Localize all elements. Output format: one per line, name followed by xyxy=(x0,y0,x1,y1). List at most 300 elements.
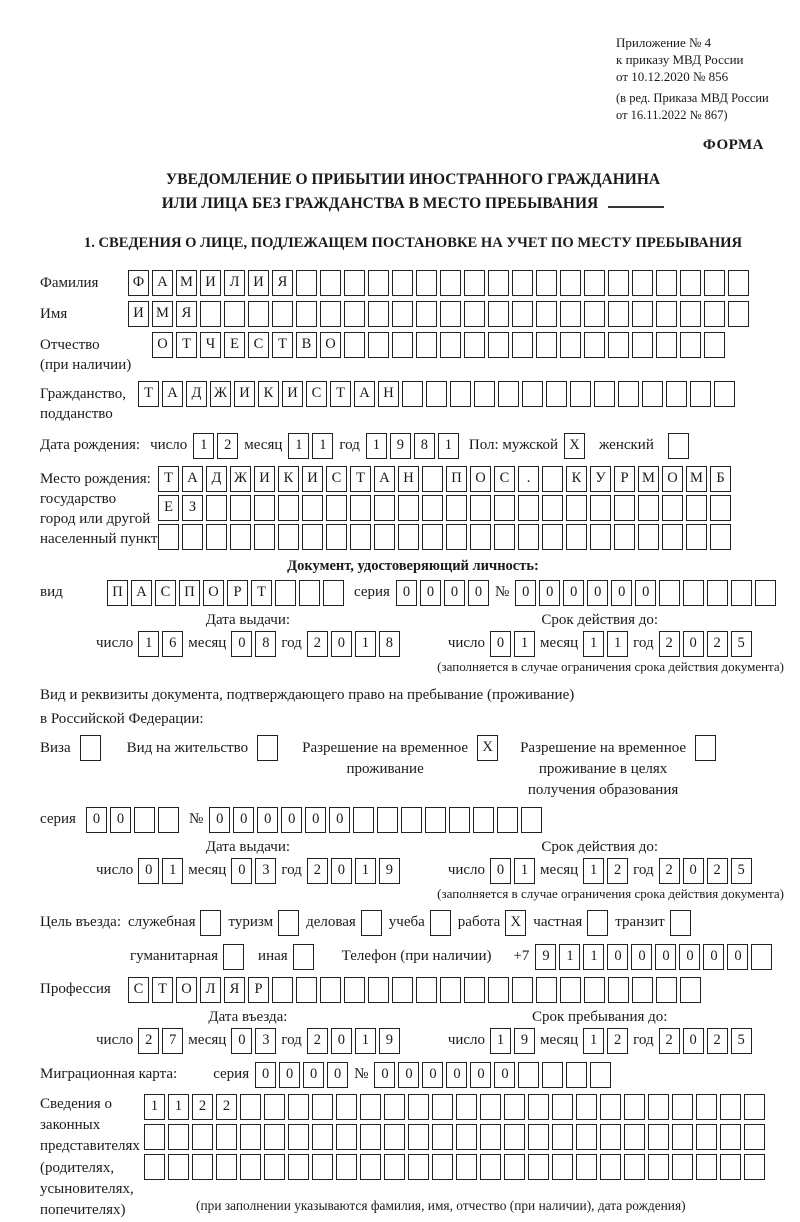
char-cell[interactable] xyxy=(240,1094,261,1120)
char-cell[interactable]: 1 xyxy=(490,1028,511,1054)
char-cell[interactable]: К xyxy=(258,381,279,407)
char-cell[interactable] xyxy=(522,381,543,407)
char-cell[interactable] xyxy=(336,1124,357,1150)
char-cell[interactable] xyxy=(584,301,605,327)
char-cell[interactable]: 0 xyxy=(233,807,254,833)
char-cell[interactable] xyxy=(648,1094,669,1120)
char-cell[interactable] xyxy=(504,1154,525,1180)
char-cell[interactable] xyxy=(206,495,227,521)
char-cell[interactable]: 1 xyxy=(312,433,333,459)
char-cell[interactable]: 0 xyxy=(331,1028,352,1054)
char-cell[interactable] xyxy=(296,301,317,327)
char-cell[interactable]: 0 xyxy=(396,580,417,606)
char-cell[interactable] xyxy=(392,270,413,296)
char-cell[interactable] xyxy=(422,495,443,521)
char-cell[interactable] xyxy=(494,524,515,550)
char-cell[interactable] xyxy=(488,270,509,296)
char-cell[interactable] xyxy=(368,301,389,327)
char-cell[interactable]: 1 xyxy=(583,944,604,970)
char-cell[interactable] xyxy=(696,1124,717,1150)
char-cell[interactable] xyxy=(206,524,227,550)
char-cell[interactable]: 0 xyxy=(110,807,131,833)
char-cell[interactable]: 0 xyxy=(331,631,352,657)
char-cell[interactable] xyxy=(744,1154,765,1180)
option-residence-permit-checkbox[interactable] xyxy=(257,735,278,761)
char-cell[interactable] xyxy=(552,1124,573,1150)
char-cell[interactable] xyxy=(158,524,179,550)
char-cell[interactable]: Е xyxy=(224,332,245,358)
char-cell[interactable] xyxy=(755,580,776,606)
char-cell[interactable]: 1 xyxy=(144,1094,165,1120)
char-cell[interactable] xyxy=(566,1062,587,1088)
char-cell[interactable] xyxy=(272,301,293,327)
char-cell[interactable] xyxy=(344,977,365,1003)
char-cell[interactable]: 0 xyxy=(490,631,511,657)
char-cell[interactable] xyxy=(326,495,347,521)
char-cell[interactable]: 3 xyxy=(255,1028,276,1054)
char-cell[interactable]: 2 xyxy=(216,1094,237,1120)
char-cell[interactable] xyxy=(408,1154,429,1180)
char-cell[interactable] xyxy=(686,495,707,521)
option-temp-residence-checkbox[interactable] xyxy=(477,735,498,761)
char-cell[interactable] xyxy=(473,807,494,833)
char-cell[interactable]: Л xyxy=(200,977,221,1003)
char-cell[interactable] xyxy=(590,1062,611,1088)
char-cell[interactable]: 0 xyxy=(607,944,628,970)
char-cell[interactable] xyxy=(638,524,659,550)
char-cell[interactable] xyxy=(704,301,725,327)
char-cell[interactable] xyxy=(720,1154,741,1180)
char-cell[interactable] xyxy=(686,524,707,550)
char-cell[interactable]: 2 xyxy=(307,1028,328,1054)
char-cell[interactable]: 0 xyxy=(329,807,350,833)
char-cell[interactable] xyxy=(446,495,467,521)
char-cell[interactable] xyxy=(576,1124,597,1150)
char-cell[interactable] xyxy=(662,495,683,521)
char-cell[interactable]: Р xyxy=(614,466,635,492)
birth-day-field[interactable] xyxy=(193,433,238,459)
char-cell[interactable] xyxy=(744,1124,765,1150)
char-cell[interactable] xyxy=(470,495,491,521)
char-cell[interactable] xyxy=(360,1154,381,1180)
char-cell[interactable] xyxy=(464,301,485,327)
char-cell[interactable] xyxy=(528,1154,549,1180)
char-cell[interactable]: 0 xyxy=(279,1062,300,1088)
char-cell[interactable]: З xyxy=(182,495,203,521)
char-cell[interactable] xyxy=(416,332,437,358)
char-cell[interactable] xyxy=(528,1124,549,1150)
char-cell[interactable]: П xyxy=(446,466,467,492)
purpose-official-checkbox[interactable] xyxy=(200,910,221,936)
char-cell[interactable] xyxy=(416,977,437,1003)
char-cell[interactable] xyxy=(680,301,701,327)
char-cell[interactable]: А xyxy=(131,580,152,606)
char-cell[interactable]: 9 xyxy=(535,944,556,970)
char-cell[interactable]: Т xyxy=(251,580,272,606)
char-cell[interactable] xyxy=(560,270,581,296)
char-cell[interactable] xyxy=(707,580,728,606)
phone-field[interactable] xyxy=(535,944,772,970)
char-cell[interactable] xyxy=(744,1094,765,1120)
char-cell[interactable] xyxy=(384,1124,405,1150)
char-cell[interactable] xyxy=(512,977,533,1003)
char-cell[interactable]: 0 xyxy=(587,580,608,606)
residence-valid-day-field[interactable] xyxy=(490,858,535,884)
char-cell[interactable] xyxy=(408,1094,429,1120)
char-cell[interactable] xyxy=(751,944,772,970)
char-cell[interactable] xyxy=(542,1062,563,1088)
char-cell[interactable] xyxy=(374,524,395,550)
char-cell[interactable]: С xyxy=(326,466,347,492)
char-cell[interactable]: 0 xyxy=(420,580,441,606)
char-cell[interactable]: 5 xyxy=(731,858,752,884)
char-cell[interactable] xyxy=(248,301,269,327)
char-cell[interactable]: 0 xyxy=(305,807,326,833)
char-cell[interactable] xyxy=(720,1094,741,1120)
char-cell[interactable]: С xyxy=(128,977,149,1003)
entry-day-field[interactable] xyxy=(138,1028,183,1054)
char-cell[interactable]: 0 xyxy=(515,580,536,606)
char-cell[interactable]: Я xyxy=(224,977,245,1003)
char-cell[interactable] xyxy=(432,1124,453,1150)
char-cell[interactable] xyxy=(696,1094,717,1120)
char-cell[interactable] xyxy=(536,270,557,296)
char-cell[interactable] xyxy=(600,1094,621,1120)
char-cell[interactable] xyxy=(240,1154,261,1180)
doc-number-field[interactable] xyxy=(515,580,776,606)
char-cell[interactable] xyxy=(216,1124,237,1150)
citizenship-field[interactable] xyxy=(138,381,735,407)
char-cell[interactable]: Д xyxy=(206,466,227,492)
char-cell[interactable] xyxy=(590,495,611,521)
char-cell[interactable] xyxy=(275,580,296,606)
char-cell[interactable] xyxy=(408,1124,429,1150)
char-cell[interactable]: А xyxy=(152,270,173,296)
char-cell[interactable]: 0 xyxy=(257,807,278,833)
residence-valid-month-field[interactable] xyxy=(583,858,628,884)
char-cell[interactable] xyxy=(440,301,461,327)
char-cell[interactable] xyxy=(504,1124,525,1150)
char-cell[interactable]: 0 xyxy=(727,944,748,970)
char-cell[interactable]: А xyxy=(354,381,375,407)
char-cell[interactable]: 0 xyxy=(422,1062,443,1088)
char-cell[interactable] xyxy=(480,1154,501,1180)
char-cell[interactable] xyxy=(720,1124,741,1150)
char-cell[interactable]: 0 xyxy=(446,1062,467,1088)
char-cell[interactable] xyxy=(230,495,251,521)
char-cell[interactable]: 9 xyxy=(514,1028,535,1054)
char-cell[interactable]: 2 xyxy=(659,1028,680,1054)
entry-month-field[interactable] xyxy=(231,1028,276,1054)
purpose-study-checkbox[interactable] xyxy=(430,910,451,936)
char-cell[interactable] xyxy=(80,735,101,761)
name-field[interactable] xyxy=(128,301,749,327)
char-cell[interactable] xyxy=(360,1124,381,1150)
char-cell[interactable] xyxy=(296,977,317,1003)
char-cell[interactable]: 0 xyxy=(470,1062,491,1088)
doc-series-field[interactable] xyxy=(396,580,489,606)
char-cell[interactable] xyxy=(320,301,341,327)
valid-month-field[interactable] xyxy=(583,631,628,657)
char-cell[interactable]: 9 xyxy=(379,858,400,884)
char-cell[interactable] xyxy=(254,495,275,521)
char-cell[interactable]: 1 xyxy=(138,631,159,657)
char-cell[interactable] xyxy=(680,977,701,1003)
patronymic-field[interactable] xyxy=(152,332,725,358)
char-cell[interactable]: 2 xyxy=(607,1028,628,1054)
char-cell[interactable]: 0 xyxy=(209,807,230,833)
char-cell[interactable] xyxy=(662,524,683,550)
char-cell[interactable] xyxy=(350,524,371,550)
char-cell[interactable] xyxy=(426,381,447,407)
char-cell[interactable]: 0 xyxy=(398,1062,419,1088)
char-cell[interactable]: М xyxy=(176,270,197,296)
char-cell[interactable]: 8 xyxy=(379,631,400,657)
char-cell[interactable] xyxy=(450,381,471,407)
char-cell[interactable] xyxy=(312,1094,333,1120)
char-cell[interactable] xyxy=(512,301,533,327)
char-cell[interactable] xyxy=(134,807,155,833)
char-cell[interactable] xyxy=(542,466,563,492)
char-cell[interactable] xyxy=(560,332,581,358)
char-cell[interactable] xyxy=(144,1154,165,1180)
char-cell[interactable]: 2 xyxy=(217,433,238,459)
purpose-work-checkbox[interactable] xyxy=(505,910,526,936)
char-cell[interactable] xyxy=(360,1094,381,1120)
char-cell[interactable] xyxy=(587,910,608,936)
option-temp-residence-education-checkbox[interactable] xyxy=(695,735,716,761)
char-cell[interactable]: 1 xyxy=(514,631,535,657)
residence-issue-month-field[interactable] xyxy=(231,858,276,884)
char-cell[interactable]: 2 xyxy=(307,858,328,884)
char-cell[interactable] xyxy=(648,1154,669,1180)
char-cell[interactable]: 0 xyxy=(231,631,252,657)
char-cell[interactable] xyxy=(618,381,639,407)
char-cell[interactable]: П xyxy=(107,580,128,606)
char-cell[interactable]: 8 xyxy=(414,433,435,459)
stay-day-field[interactable] xyxy=(490,1028,535,1054)
char-cell[interactable] xyxy=(264,1124,285,1150)
char-cell[interactable] xyxy=(695,735,716,761)
char-cell[interactable] xyxy=(690,381,711,407)
char-cell[interactable]: 0 xyxy=(703,944,724,970)
char-cell[interactable] xyxy=(656,977,677,1003)
char-cell[interactable]: Ж xyxy=(230,466,251,492)
char-cell[interactable] xyxy=(638,495,659,521)
char-cell[interactable]: А xyxy=(374,466,395,492)
char-cell[interactable] xyxy=(158,807,179,833)
representatives-row-2[interactable] xyxy=(144,1124,765,1150)
char-cell[interactable] xyxy=(614,524,635,550)
char-cell[interactable] xyxy=(432,1154,453,1180)
char-cell[interactable] xyxy=(624,1154,645,1180)
char-cell[interactable]: К xyxy=(566,466,587,492)
char-cell[interactable] xyxy=(498,381,519,407)
char-cell[interactable] xyxy=(446,524,467,550)
char-cell[interactable] xyxy=(350,495,371,521)
char-cell[interactable]: 0 xyxy=(539,580,560,606)
residence-issue-day-field[interactable] xyxy=(138,858,183,884)
char-cell[interactable] xyxy=(648,1124,669,1150)
char-cell[interactable] xyxy=(659,580,680,606)
valid-year-field[interactable] xyxy=(659,631,752,657)
char-cell[interactable]: 0 xyxy=(231,858,252,884)
char-cell[interactable] xyxy=(600,1154,621,1180)
char-cell[interactable] xyxy=(216,1154,237,1180)
char-cell[interactable]: И xyxy=(248,270,269,296)
char-cell[interactable] xyxy=(704,270,725,296)
char-cell[interactable]: 1 xyxy=(366,433,387,459)
char-cell[interactable]: О xyxy=(320,332,341,358)
char-cell[interactable] xyxy=(368,977,389,1003)
char-cell[interactable] xyxy=(488,301,509,327)
char-cell[interactable] xyxy=(512,332,533,358)
char-cell[interactable] xyxy=(336,1154,357,1180)
char-cell[interactable]: X xyxy=(505,910,526,936)
migration-card-number-field[interactable] xyxy=(374,1062,611,1088)
char-cell[interactable] xyxy=(257,735,278,761)
char-cell[interactable]: Ж xyxy=(210,381,231,407)
char-cell[interactable]: 1 xyxy=(162,858,183,884)
char-cell[interactable]: Ч xyxy=(200,332,221,358)
representatives-row-3[interactable] xyxy=(144,1154,765,1180)
char-cell[interactable] xyxy=(192,1124,213,1150)
char-cell[interactable]: И xyxy=(128,301,149,327)
char-cell[interactable] xyxy=(264,1154,285,1180)
char-cell[interactable]: И xyxy=(200,270,221,296)
residence-valid-year-field[interactable] xyxy=(659,858,752,884)
char-cell[interactable]: О xyxy=(662,466,683,492)
char-cell[interactable]: X xyxy=(564,433,585,459)
char-cell[interactable]: И xyxy=(282,381,303,407)
char-cell[interactable]: Ф xyxy=(128,270,149,296)
char-cell[interactable]: М xyxy=(152,301,173,327)
char-cell[interactable] xyxy=(576,1154,597,1180)
stay-year-field[interactable] xyxy=(659,1028,752,1054)
char-cell[interactable] xyxy=(293,944,314,970)
char-cell[interactable]: Р xyxy=(227,580,248,606)
char-cell[interactable] xyxy=(392,977,413,1003)
char-cell[interactable] xyxy=(200,910,221,936)
char-cell[interactable]: 0 xyxy=(611,580,632,606)
birth-place-row-3[interactable] xyxy=(158,524,731,550)
char-cell[interactable]: 0 xyxy=(468,580,489,606)
char-cell[interactable]: 1 xyxy=(438,433,459,459)
char-cell[interactable]: Л xyxy=(224,270,245,296)
char-cell[interactable] xyxy=(302,495,323,521)
entry-year-field[interactable] xyxy=(307,1028,400,1054)
char-cell[interactable]: Т xyxy=(152,977,173,1003)
char-cell[interactable]: 2 xyxy=(707,858,728,884)
char-cell[interactable] xyxy=(680,270,701,296)
char-cell[interactable] xyxy=(560,301,581,327)
char-cell[interactable] xyxy=(546,381,567,407)
char-cell[interactable]: С xyxy=(248,332,269,358)
char-cell[interactable]: 9 xyxy=(390,433,411,459)
purpose-business-checkbox[interactable] xyxy=(361,910,382,936)
char-cell[interactable]: 1 xyxy=(288,433,309,459)
purpose-humanitarian-checkbox[interactable] xyxy=(223,944,244,970)
char-cell[interactable] xyxy=(398,524,419,550)
char-cell[interactable]: 2 xyxy=(659,631,680,657)
char-cell[interactable] xyxy=(432,1094,453,1120)
char-cell[interactable] xyxy=(430,910,451,936)
char-cell[interactable] xyxy=(624,1124,645,1150)
sex-male-checkbox[interactable] xyxy=(564,433,585,459)
char-cell[interactable] xyxy=(608,332,629,358)
char-cell[interactable]: . xyxy=(518,466,539,492)
migration-card-series-field[interactable] xyxy=(255,1062,348,1088)
char-cell[interactable]: 1 xyxy=(514,858,535,884)
char-cell[interactable] xyxy=(422,524,443,550)
birth-place-row-2[interactable] xyxy=(158,495,731,521)
char-cell[interactable] xyxy=(353,807,374,833)
char-cell[interactable] xyxy=(240,1124,261,1150)
char-cell[interactable] xyxy=(512,270,533,296)
char-cell[interactable] xyxy=(416,270,437,296)
char-cell[interactable]: 2 xyxy=(192,1094,213,1120)
char-cell[interactable] xyxy=(278,524,299,550)
char-cell[interactable]: 0 xyxy=(327,1062,348,1088)
char-cell[interactable] xyxy=(624,1094,645,1120)
char-cell[interactable] xyxy=(728,301,749,327)
char-cell[interactable] xyxy=(480,1124,501,1150)
char-cell[interactable] xyxy=(168,1124,189,1150)
char-cell[interactable]: 1 xyxy=(193,433,214,459)
char-cell[interactable] xyxy=(416,301,437,327)
char-cell[interactable]: О xyxy=(203,580,224,606)
birth-month-field[interactable] xyxy=(288,433,333,459)
char-cell[interactable] xyxy=(384,1094,405,1120)
char-cell[interactable] xyxy=(320,270,341,296)
char-cell[interactable] xyxy=(288,1094,309,1120)
char-cell[interactable] xyxy=(488,332,509,358)
char-cell[interactable]: 2 xyxy=(659,858,680,884)
char-cell[interactable] xyxy=(344,301,365,327)
char-cell[interactable] xyxy=(278,495,299,521)
char-cell[interactable]: 0 xyxy=(444,580,465,606)
char-cell[interactable] xyxy=(398,495,419,521)
char-cell[interactable]: 0 xyxy=(631,944,652,970)
char-cell[interactable] xyxy=(344,332,365,358)
char-cell[interactable]: 1 xyxy=(583,858,604,884)
char-cell[interactable]: Т xyxy=(330,381,351,407)
char-cell[interactable]: 0 xyxy=(635,580,656,606)
char-cell[interactable] xyxy=(464,270,485,296)
char-cell[interactable]: К xyxy=(278,466,299,492)
char-cell[interactable] xyxy=(299,580,320,606)
char-cell[interactable] xyxy=(440,977,461,1003)
char-cell[interactable] xyxy=(584,332,605,358)
stay-month-field[interactable] xyxy=(583,1028,628,1054)
char-cell[interactable] xyxy=(223,944,244,970)
char-cell[interactable] xyxy=(696,1154,717,1180)
char-cell[interactable] xyxy=(336,1094,357,1120)
char-cell[interactable]: 1 xyxy=(583,631,604,657)
char-cell[interactable] xyxy=(632,301,653,327)
char-cell[interactable] xyxy=(272,977,293,1003)
char-cell[interactable] xyxy=(668,433,689,459)
valid-day-field[interactable] xyxy=(490,631,535,657)
char-cell[interactable]: 0 xyxy=(281,807,302,833)
char-cell[interactable] xyxy=(278,910,299,936)
char-cell[interactable] xyxy=(632,270,653,296)
char-cell[interactable]: Н xyxy=(398,466,419,492)
char-cell[interactable] xyxy=(518,495,539,521)
char-cell[interactable]: 1 xyxy=(355,858,376,884)
char-cell[interactable] xyxy=(704,332,725,358)
char-cell[interactable] xyxy=(320,977,341,1003)
